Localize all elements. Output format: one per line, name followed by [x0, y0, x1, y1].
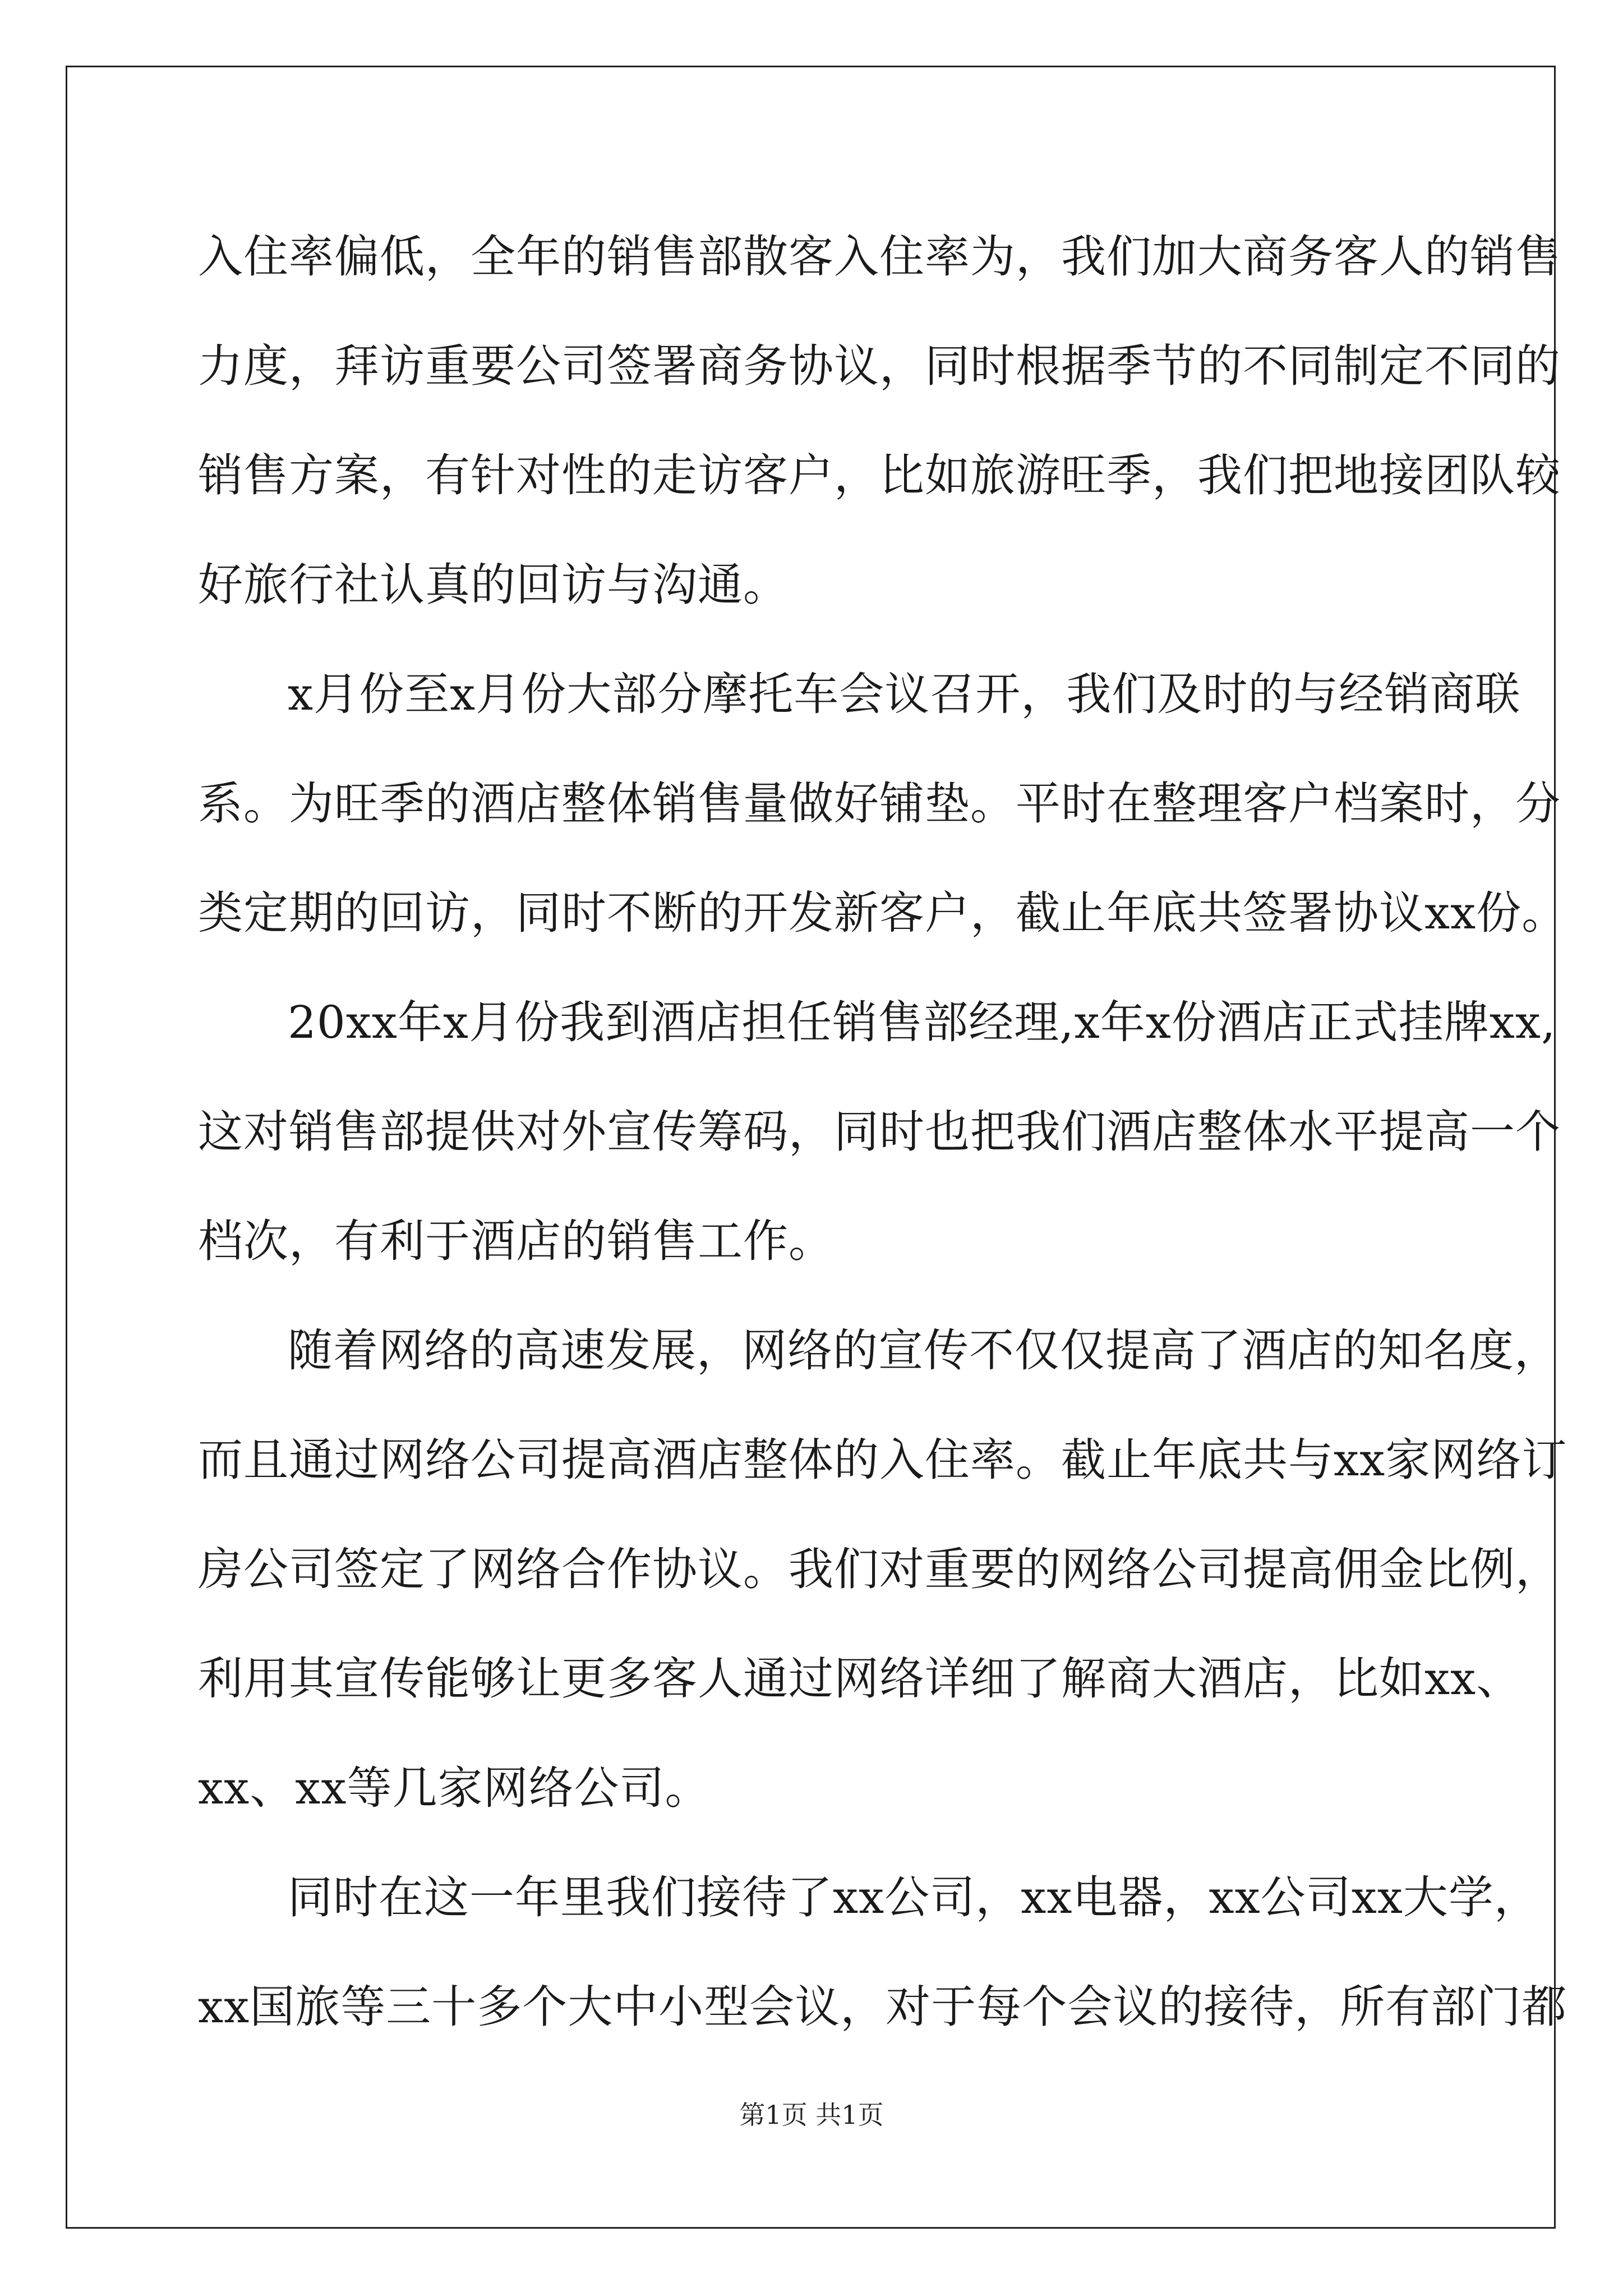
text-line: 系。为旺季的酒店整体销售量做好铺垫。平时在整理客户档案时，分 — [198, 777, 1561, 830]
page-number-footer: 第1页 共1页 — [739, 2100, 884, 2130]
text-line: xx、xx等几家网络公司。 — [198, 1762, 711, 1814]
text-line: xx国旅等三十多个大中小型会议，对于每个会议的接待，所有部门都 — [198, 1981, 1567, 2033]
text-line: 而且通过网络公司提高酒店整体的入住率。截止年底共与xx家网络订 — [198, 1434, 1567, 1486]
text-line: 20xx年x月份我到酒店担任销售部经理,x年x份酒店正式挂牌xx, — [288, 996, 1556, 1048]
text-line: 房公司签定了网络合作协议。我们对重要的网络公司提高佣金比例， — [198, 1543, 1561, 1595]
text-line: 利用其宣传能够让更多客人通过网络详细了解商大酒店，比如xx、 — [198, 1653, 1522, 1705]
text-line: 好旅行社认真的回访与沟通。 — [198, 559, 789, 611]
text-line: 同时在这一年里我们接待了xx公司，xx电器，xx公司xx大学， — [288, 1871, 1539, 1924]
document-body — [198, 213, 1567, 2073]
text-line: 这对销售部提供对外宣传筹码，同时也把我们酒店整体水平提高一个 — [198, 1106, 1561, 1158]
text-line: 类定期的回访，同时不断的开发新客户，截止年底共签署协议xx份。 — [198, 887, 1567, 939]
text-line: 档次，有利于酒店的销售工作。 — [198, 1215, 834, 1267]
text-line: x月份至x月份大部分摩托车会议召开，我们及时的与经销商联 — [288, 668, 1521, 720]
text-line: 随着网络的高速发展，网络的宣传不仅仅提高了酒店的知名度， — [288, 1324, 1560, 1377]
text-line: 入住率偏低，全年的销售部散客入住率为，我们加大商务客人的销售 — [198, 231, 1561, 283]
text-line: 力度，拜访重要公司签署商务协议，同时根据季节的不同制定不同的 — [198, 340, 1561, 392]
text-line: 销售方案，有针对性的走访客户，比如旅游旺季，我们把地接团队较 — [198, 449, 1561, 501]
